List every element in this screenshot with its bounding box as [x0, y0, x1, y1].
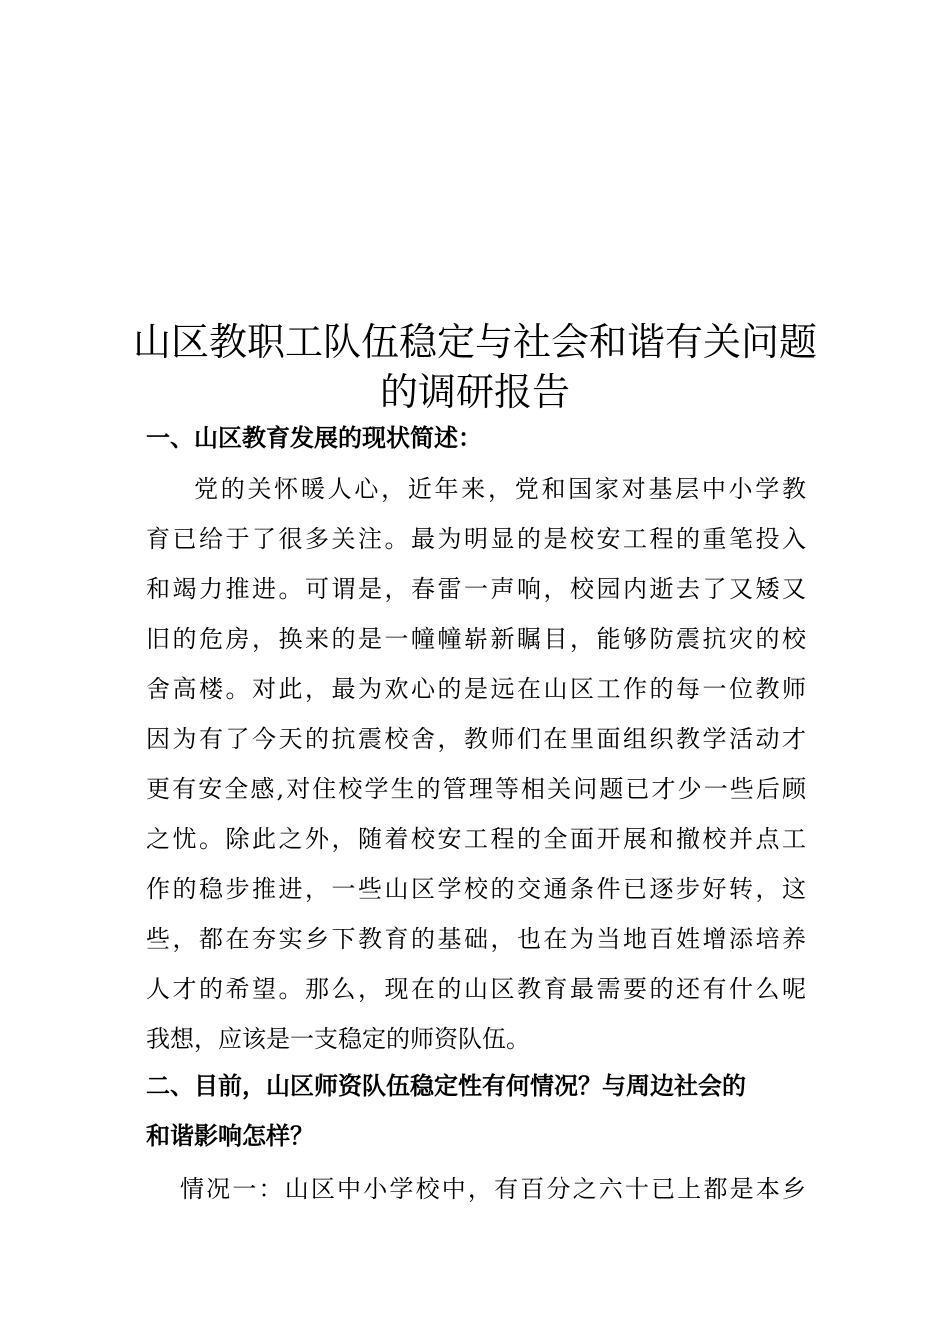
- paragraph-line: 旧的危房，换来的是一幢幢崭新瞩目，能够防震抗灾的校: [146, 625, 806, 653]
- paragraph-line: 人才的希望。那么，现在的山区教育最需要的还有什么呢: [146, 975, 806, 1003]
- paragraph-line: 作的稳步推进，一些山区学校的交通条件已逐步好转，这: [146, 875, 806, 903]
- paragraph-line: 之忧。除此之外，随着校安工程的全面开展和撤校并点工: [146, 825, 806, 853]
- paragraph-line: 和竭力推进。可谓是，春雷一声响，校园内逝去了又矮又: [146, 575, 806, 603]
- paragraph-line: 情况一：山区中小学校中，有百分之六十已上都是本乡: [180, 1175, 806, 1203]
- paragraph-line: 些，都在夯实乡下教育的基础，也在为当地百姓增添培养: [146, 925, 806, 953]
- paragraph-line: 更有安全感,对住校学生的管理等相关问题已才少一些后顾: [146, 775, 806, 803]
- paragraph-line: 因为有了今天的抗震校舍，教师们在里面组织教学活动才: [146, 725, 806, 753]
- document-title-line-2: 的调研报告: [379, 370, 570, 414]
- document-title-line-1: 山区教职工队伍稳定与社会和谐有关问题: [132, 320, 817, 364]
- section-2-heading-line-2: 和谐影响怎样？: [146, 1122, 314, 1150]
- paragraph-line: 育已给于了很多关注。最为明显的是校安工程的重笔投入: [146, 525, 806, 553]
- section-1-heading: 一、山区教育发展的现状简述：: [146, 424, 482, 452]
- paragraph-line: 我想，应该是一支稳定的师资队伍。: [146, 1025, 530, 1053]
- section-2-heading-line-1: 二、目前，山区师资队伍稳定性有何情况？与周边社会的: [146, 1072, 746, 1100]
- paragraph-line: 舍高楼。对此，最为欢心的是远在山区工作的每一位教师: [146, 675, 806, 703]
- paragraph-line: 党的关怀暖人心，近年来，党和国家对基层中小学教: [194, 475, 806, 503]
